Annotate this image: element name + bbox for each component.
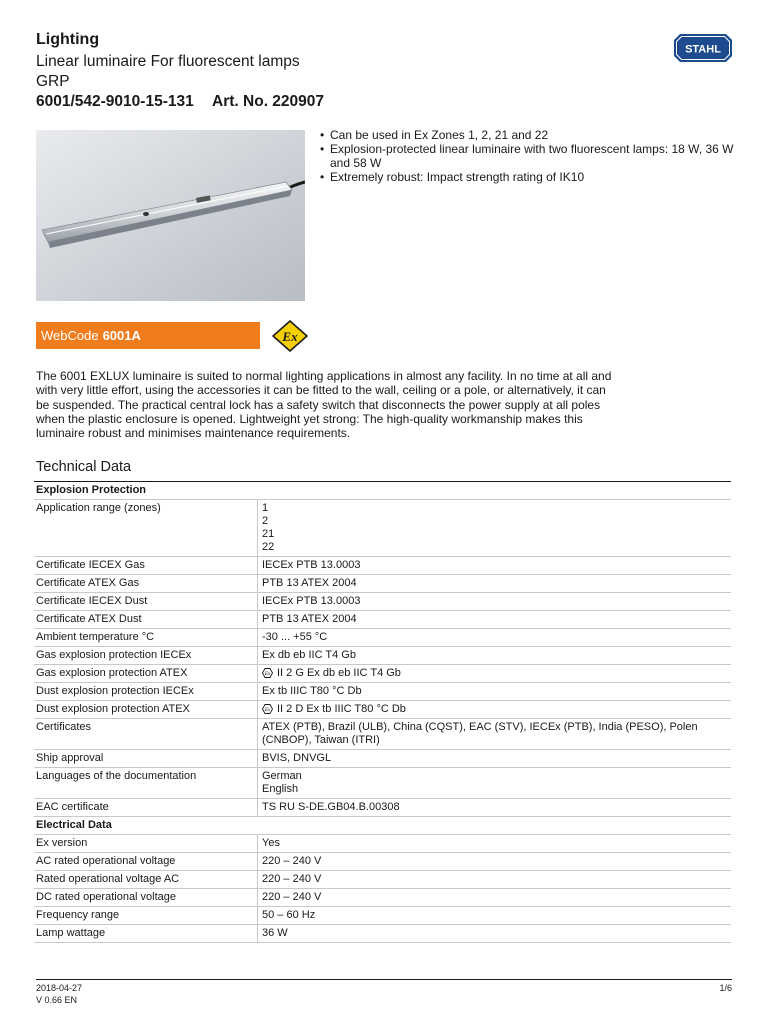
ex-mark-icon	[272, 320, 308, 352]
section-heading-explosion: Explosion Protection	[34, 482, 731, 500]
table-row	[34, 593, 731, 611]
row-label: AC rated operational voltage	[34, 853, 258, 871]
table-row	[34, 575, 731, 593]
row-label: Ex version	[34, 835, 258, 853]
row-value: Ex II 2 G Ex db eb IIC T4 Gb	[258, 665, 732, 683]
table-row	[34, 768, 731, 799]
ex-hexagon-icon	[262, 668, 273, 678]
row-value: Ex tb IIIC T80 °C Db	[258, 683, 732, 701]
svg-text:Ex: Ex	[264, 672, 271, 677]
row-value: -30 ... +55 °C	[258, 629, 732, 647]
webcode-badge[interactable]	[36, 322, 260, 349]
table-row	[34, 665, 731, 683]
row-label: Languages of the documentation	[34, 768, 258, 799]
row-value: Yes	[258, 835, 732, 853]
feature-list	[318, 128, 738, 184]
row-label: Lamp wattage	[34, 925, 258, 943]
table-row	[34, 925, 731, 943]
row-value: 50 – 60 Hz	[258, 907, 732, 925]
footer-date: 2018-04-27	[36, 983, 83, 993]
row-label: DC rated operational voltage	[34, 889, 258, 907]
feature-item: • Can be used in Ex Zones 1, 2, 21 and 22	[318, 128, 738, 142]
table-row	[34, 629, 731, 647]
table-row	[34, 557, 731, 575]
ex-hexagon-icon	[262, 704, 273, 714]
section-heading-electrical: Electrical Data	[34, 817, 731, 835]
row-label: Dust explosion protection ATEX	[34, 701, 258, 719]
footer-divider	[36, 979, 732, 980]
row-value: Ex II 2 D Ex tb IIIC T80 °C Db	[258, 701, 732, 719]
table-row	[34, 799, 731, 817]
svg-text:Ex: Ex	[264, 708, 271, 713]
row-value: Ex db eb IIC T4 Gb	[258, 647, 732, 665]
table-row	[34, 871, 731, 889]
table-row	[34, 719, 731, 750]
row-label: EAC certificate	[34, 799, 258, 817]
table-row	[34, 907, 731, 925]
row-label: Frequency range	[34, 907, 258, 925]
row-label: Certificates	[34, 719, 258, 750]
row-label: Gas explosion protection ATEX	[34, 665, 258, 683]
table-row	[34, 647, 731, 665]
row-value: 220 – 240 V	[258, 853, 732, 871]
article-number: Art. No. 220907	[212, 93, 325, 110]
row-value: 220 – 240 V	[258, 871, 732, 889]
ex-mark-text: Ex	[282, 329, 298, 344]
page-title: Lighting	[36, 31, 100, 48]
row-label: Ship approval	[34, 750, 258, 768]
row-value: German English	[258, 768, 732, 799]
product-subtitle: Linear luminaire For fluorescent lamps	[36, 53, 300, 70]
table-row	[34, 683, 731, 701]
table-row	[34, 853, 731, 871]
row-value: TS RU S-DE.GB04.B.00308	[258, 799, 732, 817]
row-value: PTB 13 ATEX 2004	[258, 611, 732, 629]
page-number: 1/6	[719, 983, 732, 993]
logo-text: STAHL	[685, 43, 721, 56]
feature-item: • Extremely robust: Impact strength rating of IK10	[318, 170, 738, 184]
stahl-logo	[674, 34, 732, 62]
technical-data-table	[34, 481, 731, 943]
product-code: 6001/542-9010-15-131	[36, 93, 194, 110]
row-value: 36 W	[258, 925, 732, 943]
table-row	[34, 889, 731, 907]
row-label: Certificate ATEX Dust	[34, 611, 258, 629]
product-photo	[36, 130, 305, 301]
webcode-label: WebCode	[41, 328, 99, 343]
row-label: Certificate IECEX Dust	[34, 593, 258, 611]
technical-data-heading: Technical Data	[36, 459, 132, 475]
table-row	[34, 611, 731, 629]
row-label: Dust explosion protection IECEx	[34, 683, 258, 701]
product-description: The 6001 EXLUX luminaire is suited to normal lighting applications in almost any facility. In no time at all and with very little effort, using the accessories it can be fitted to the wall, ceiling or a pole, or alternatively, it can be suspended. The practical central lock has a safety switch that disconnects the power supply at all poles when the plastic enclosure is opened. Lightweight yet strong: The high-quality workmanship makes this luminaire robust and minimises maintenance requirements.	[36, 369, 612, 441]
row-label: Application range (zones)	[34, 500, 258, 557]
feature-item: • Explosion-protected linear luminaire with two fluorescent lamps: 18 W, 36 W and 58 W	[318, 142, 738, 170]
table-row	[34, 750, 731, 768]
row-value: ATEX (PTB), Brazil (ULB), China (CQST), EAC (STV), IECEx (PTB), India (PESO), Polen (CNBOP), Taiwan (ITRI)	[258, 719, 732, 750]
row-label: Gas explosion protection IECEx	[34, 647, 258, 665]
table-row	[34, 500, 731, 557]
row-value: IECEx PTB 13.0003	[258, 557, 732, 575]
row-value: PTB 13 ATEX 2004	[258, 575, 732, 593]
row-value: 220 – 240 V	[258, 889, 732, 907]
row-value: 1 2 21 22	[258, 500, 732, 557]
material-subtitle: GRP	[36, 73, 70, 90]
row-value: IECEx PTB 13.0003	[258, 593, 732, 611]
row-label: Ambient temperature °C	[34, 629, 258, 647]
table-row	[34, 835, 731, 853]
row-label: Certificate ATEX Gas	[34, 575, 258, 593]
row-value: BVIS, DNVGL	[258, 750, 732, 768]
product-code-line	[36, 92, 324, 112]
table-row	[34, 701, 731, 719]
footer-version: V 0.66 EN	[36, 995, 78, 1005]
row-label: Certificate IECEX Gas	[34, 557, 258, 575]
row-label: Rated operational voltage AC	[34, 871, 258, 889]
webcode-value: 6001A	[102, 328, 141, 343]
